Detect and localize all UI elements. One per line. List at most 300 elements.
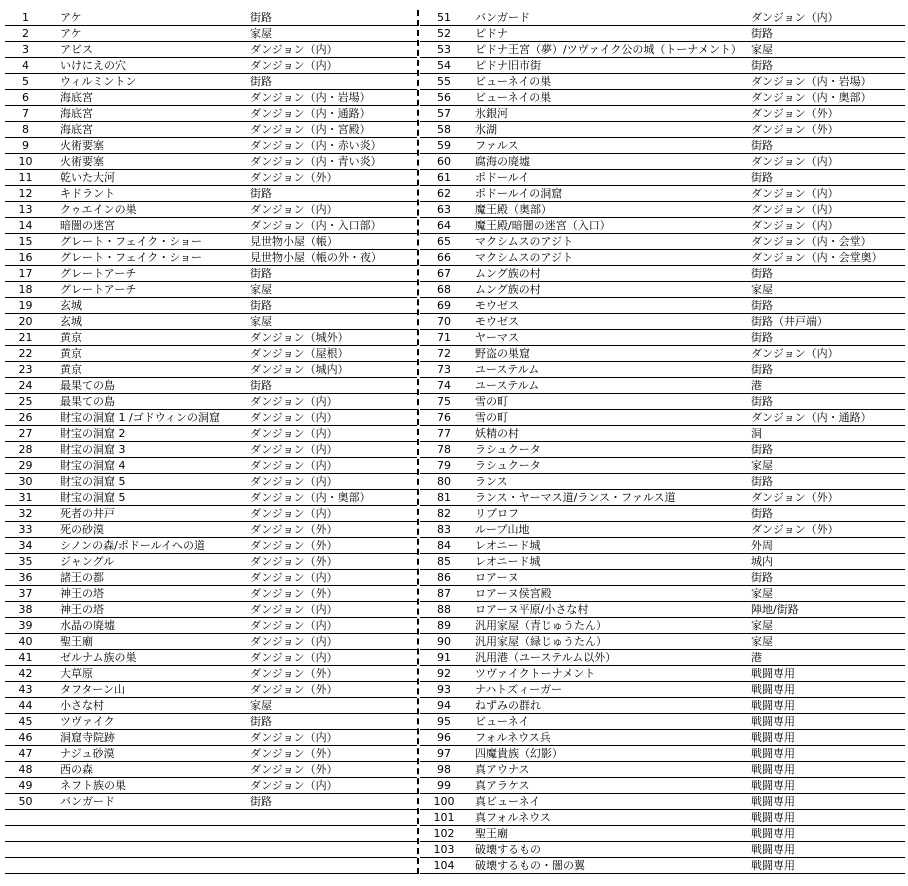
bgm-type: 街路	[250, 795, 272, 808]
table-row	[420, 458, 905, 474]
row-number: 23	[18, 363, 33, 376]
place-name: ビューネイの巣	[475, 75, 552, 88]
place-name: 水晶の廃墟	[60, 619, 115, 632]
place-name: アケ	[60, 11, 82, 24]
row-number: 39	[18, 619, 33, 632]
table-row	[420, 842, 905, 858]
table-row	[5, 410, 417, 426]
row-number: 49	[18, 779, 33, 792]
row-number: 32	[18, 507, 33, 520]
row-number: 43	[18, 683, 33, 696]
bgm-type: 家屋	[751, 635, 773, 648]
row-number: 21	[18, 331, 33, 344]
bgm-type: ダンジョン（外）	[250, 587, 338, 600]
row-number: 72	[437, 347, 451, 360]
bgm-type: ダンジョン（内・赤い炎）	[250, 139, 382, 152]
bgm-type: 家屋	[751, 619, 773, 632]
table-row	[5, 314, 417, 330]
place-name: 最果ての島	[60, 379, 115, 392]
place-name: アケ	[60, 27, 82, 40]
row-number: 55	[437, 75, 451, 88]
place-name: ユーステルム	[475, 379, 540, 392]
row-number: 15	[18, 235, 33, 248]
row-number: 82	[437, 507, 451, 520]
place-name: ポドールイの洞窟	[475, 187, 563, 200]
place-name: 火術要塞	[60, 155, 104, 168]
table-row	[420, 858, 905, 874]
table-row	[5, 714, 417, 730]
bgm-type: 外周	[751, 539, 773, 552]
place-name: 真アウナス	[475, 763, 530, 776]
place-name: シノンの森/ポドールイへの道	[60, 539, 206, 552]
bgm-type: ダンジョン（内）	[250, 651, 338, 664]
row-number: 71	[437, 331, 451, 344]
row-number: 19	[18, 299, 33, 312]
row-number: 89	[437, 619, 451, 632]
place-name: クゥエインの巣	[60, 203, 137, 216]
table-row	[420, 26, 905, 42]
table-row	[420, 106, 905, 122]
table-row	[5, 234, 417, 250]
table-row	[420, 314, 905, 330]
bgm-type: ダンジョン（城外）	[250, 331, 349, 344]
table-row	[420, 90, 905, 106]
table-row	[5, 650, 417, 666]
place-name: ムング族の村	[475, 283, 541, 296]
table-row	[5, 698, 417, 714]
bgm-type: ダンジョン（内・会堂）	[751, 235, 872, 248]
bgm-type: ダンジョン（内）	[751, 203, 839, 216]
table-row	[420, 730, 905, 746]
table-row	[5, 10, 417, 26]
bgm-type: 街路	[250, 299, 272, 312]
place-name: タフターン山	[60, 683, 126, 696]
bgm-type: 見世物小屋（帳の外・夜）	[250, 251, 382, 264]
row-number: 3	[22, 43, 29, 56]
place-name: 神王の塔	[60, 587, 104, 600]
bgm-type: ダンジョン（内）	[751, 155, 839, 168]
bgm-type: 家屋	[751, 459, 773, 472]
bgm-type: 家屋	[250, 283, 272, 296]
bgm-type: ダンジョン（内）	[250, 59, 338, 72]
bgm-type: ダンジョン（外）	[751, 491, 839, 504]
table-row	[420, 714, 905, 730]
table-row	[420, 250, 905, 266]
row-number: 68	[437, 283, 451, 296]
bgm-type: 街路	[751, 363, 773, 376]
table-row	[5, 426, 417, 442]
table-row	[5, 522, 417, 538]
place-name: 財宝の洞窟 3	[60, 443, 126, 456]
bgm-type: 街路	[250, 267, 272, 280]
table-row	[5, 826, 417, 842]
table-row	[420, 218, 905, 234]
table-row	[420, 362, 905, 378]
bgm-type: ダンジョン（外）	[250, 747, 338, 760]
table-row	[5, 26, 417, 42]
bgm-type: ダンジョン（内・通路）	[250, 107, 371, 120]
row-number: 44	[18, 699, 33, 712]
place-name: ピドナ	[475, 27, 508, 40]
bgm-type: ダンジョン（内）	[250, 475, 338, 488]
row-number: 36	[18, 571, 33, 584]
bgm-type: 街路	[751, 331, 773, 344]
place-name: ビューネイの巣	[475, 91, 552, 104]
bgm-type: ダンジョン（内・岩場）	[751, 75, 872, 88]
row-number: 99	[437, 779, 451, 792]
bgm-type: 戦闘専用	[751, 859, 795, 872]
table-row	[5, 90, 417, 106]
table-row	[5, 554, 417, 570]
bgm-type: ダンジョン（内）	[250, 459, 338, 472]
place-name: モウゼス	[475, 299, 519, 312]
bgm-type: 街路	[751, 171, 773, 184]
table-row	[420, 826, 905, 842]
table-row	[5, 746, 417, 762]
table-row	[5, 666, 417, 682]
place-name: 小さな村	[60, 699, 104, 712]
place-name: 玄城	[60, 299, 82, 312]
table-row	[420, 394, 905, 410]
bgm-type: ダンジョン（内）	[250, 427, 338, 440]
bgm-type: ダンジョン（外）	[250, 523, 338, 536]
place-name: 財宝の洞窟 4	[60, 459, 126, 472]
place-name: グレートアーチ	[60, 267, 137, 280]
bgm-type: 街路	[250, 75, 272, 88]
row-number: 16	[18, 251, 33, 264]
bgm-type: 戦闘専用	[751, 667, 795, 680]
place-name: 雪の町	[475, 395, 508, 408]
bgm-type: 街路	[250, 187, 272, 200]
row-number: 50	[18, 795, 33, 808]
row-number: 86	[437, 571, 451, 584]
row-number: 45	[18, 715, 33, 728]
bgm-type: 街路（井戸端）	[751, 315, 828, 328]
place-name: ランス・ヤーマス道/ランス・ファルス道	[475, 491, 676, 504]
row-number: 85	[437, 555, 451, 568]
table-row	[5, 490, 417, 506]
right-table	[420, 10, 905, 874]
place-name: 最果ての島	[60, 395, 115, 408]
bgm-type: 港	[751, 651, 762, 664]
table-row	[420, 586, 905, 602]
table-row	[420, 618, 905, 634]
bgm-type: 戦闘専用	[751, 827, 795, 840]
place-name: 大草原	[60, 667, 93, 680]
row-number: 76	[437, 411, 451, 424]
table-row	[5, 586, 417, 602]
place-name: 聖王廟	[475, 827, 508, 840]
table-row	[5, 154, 417, 170]
table-row	[420, 282, 905, 298]
table-row	[420, 298, 905, 314]
bgm-type: 街路	[250, 11, 272, 24]
table-row	[5, 442, 417, 458]
row-number: 93	[437, 683, 451, 696]
row-number: 10	[18, 155, 33, 168]
row-number: 4	[22, 59, 29, 72]
table-row	[420, 346, 905, 362]
table-row	[5, 602, 417, 618]
row-number: 83	[437, 523, 451, 536]
table-row	[420, 698, 905, 714]
table-row	[420, 234, 905, 250]
table-row	[5, 282, 417, 298]
bgm-type: 城内	[751, 555, 773, 568]
row-number: 42	[18, 667, 33, 680]
table-row	[420, 538, 905, 554]
row-number: 63	[437, 203, 451, 216]
place-name: ナジュ砂漠	[60, 747, 115, 760]
row-number: 102	[433, 827, 455, 840]
table-row	[5, 362, 417, 378]
bgm-type: ダンジョン（内）	[250, 731, 338, 744]
place-name: ユーステルム	[475, 363, 540, 376]
bgm-type: ダンジョン（内）	[250, 507, 338, 520]
row-number: 90	[437, 635, 451, 648]
place-name: フォルネウス兵	[475, 731, 551, 744]
bgm-type: ダンジョン（外）	[250, 539, 338, 552]
bgm-type: 戦闘専用	[751, 795, 795, 808]
bgm-type: ダンジョン（内・青い炎）	[250, 155, 382, 168]
table-row	[5, 42, 417, 58]
place-name: いけにえの穴	[60, 59, 126, 72]
table-row	[420, 170, 905, 186]
bgm-type: 洞	[751, 427, 762, 440]
row-number: 96	[437, 731, 451, 744]
table-row	[420, 202, 905, 218]
place-name: ウィルミントン	[60, 75, 137, 88]
table-row	[5, 378, 417, 394]
place-name: 暗闇の迷宮	[60, 219, 115, 232]
table-row	[420, 506, 905, 522]
place-name: 汎用家屋（緑じゅうたん）	[475, 635, 607, 648]
row-number: 38	[18, 603, 33, 616]
row-number: 57	[437, 107, 451, 120]
bgm-type: ダンジョン（内）	[250, 619, 338, 632]
table-row	[5, 74, 417, 90]
table-row	[5, 858, 417, 874]
bgm-type: ダンジョン（内）	[751, 347, 839, 360]
bgm-type: 戦闘専用	[751, 747, 795, 760]
bgm-type: ダンジョン（外）	[250, 763, 338, 776]
place-name: ムング族の村	[475, 267, 541, 280]
row-number: 14	[18, 219, 33, 232]
place-name: ランス	[475, 475, 508, 488]
place-name: 魔王殿（奥部）	[475, 203, 552, 216]
bgm-type: ダンジョン（内）	[250, 635, 338, 648]
row-number: 62	[437, 187, 451, 200]
place-name: リブロフ	[475, 507, 519, 520]
row-number: 8	[22, 123, 29, 136]
table-row	[420, 570, 905, 586]
bgm-type: 家屋	[751, 43, 773, 56]
place-name: キドラント	[60, 187, 115, 200]
table-row	[5, 730, 417, 746]
place-name: 死者の井戸	[60, 507, 115, 520]
place-name: 魔王殿/暗闇の迷宮（入口）	[475, 219, 611, 232]
table-row	[5, 682, 417, 698]
bgm-type: 街路	[751, 507, 773, 520]
bgm-type: 戦闘専用	[751, 843, 795, 856]
row-number: 34	[18, 539, 33, 552]
row-number: 54	[437, 59, 451, 72]
row-number: 65	[437, 235, 451, 248]
place-name: 海底宮	[60, 123, 93, 136]
place-name: マクシムスのアジト	[475, 251, 574, 264]
bgm-type: ダンジョン（内）	[250, 779, 338, 792]
bgm-type: 家屋	[250, 27, 272, 40]
place-name: 四魔貴族（幻影）	[475, 747, 563, 760]
row-number: 48	[18, 763, 33, 776]
table-row	[420, 522, 905, 538]
row-number: 29	[18, 459, 33, 472]
table-row	[420, 778, 905, 794]
table-row	[5, 538, 417, 554]
bgm-type: 街路	[751, 267, 773, 280]
table-row	[5, 58, 417, 74]
row-number: 37	[18, 587, 33, 600]
place-name: ラシュクータ	[475, 459, 541, 472]
row-number: 81	[437, 491, 451, 504]
bgm-type: 街路	[751, 571, 773, 584]
bgm-type: 街路	[751, 139, 773, 152]
place-name: アビス	[60, 43, 93, 56]
bgm-type: ダンジョン（外）	[250, 555, 338, 568]
place-name: ロアーヌ侯宮殿	[475, 587, 552, 600]
place-name: 腐海の廃墟	[475, 155, 530, 168]
place-name: 真アラケス	[475, 779, 530, 792]
row-number: 2	[22, 27, 29, 40]
row-number: 70	[437, 315, 451, 328]
row-number: 94	[437, 699, 451, 712]
table-row	[420, 122, 905, 138]
bgm-type: 戦闘専用	[751, 779, 795, 792]
table-row	[420, 762, 905, 778]
bgm-type: 戦闘専用	[751, 683, 795, 696]
place-name: 真ビューネイ	[475, 795, 541, 808]
row-number: 75	[437, 395, 451, 408]
row-number: 35	[18, 555, 33, 568]
table-row	[420, 634, 905, 650]
bgm-type: 戦闘専用	[751, 731, 795, 744]
bgm-type: ダンジョン（外）	[250, 667, 338, 680]
bgm-type: ダンジョン（城内）	[250, 363, 349, 376]
bgm-type: ダンジョン（内）	[250, 411, 338, 424]
bgm-type: 見世物小屋（帳）	[250, 235, 338, 248]
place-name: 破壊するもの	[475, 843, 541, 856]
row-number: 84	[437, 539, 451, 552]
bgm-type: 街路	[751, 299, 773, 312]
table-row	[420, 442, 905, 458]
table-row	[420, 10, 905, 26]
bgm-type: ダンジョン（外）	[751, 123, 839, 136]
place-name: ロアーヌ	[475, 571, 519, 584]
place-name: ファルス	[475, 139, 519, 152]
place-name: 神王の塔	[60, 603, 104, 616]
table-row	[5, 618, 417, 634]
row-number: 60	[437, 155, 451, 168]
bgm-type: ダンジョン（内・奥部）	[250, 491, 371, 504]
row-number: 12	[18, 187, 33, 200]
table-row	[420, 58, 905, 74]
bgm-type: ダンジョン（内）	[250, 603, 338, 616]
table-row	[5, 298, 417, 314]
row-number: 80	[437, 475, 451, 488]
place-name: バンガード	[475, 11, 530, 24]
row-number: 26	[18, 411, 33, 424]
row-number: 87	[437, 587, 451, 600]
row-number: 28	[18, 443, 33, 456]
row-number: 6	[22, 91, 29, 104]
table-row	[5, 394, 417, 410]
row-number: 97	[437, 747, 451, 760]
bgm-type: ダンジョン（内・入口部）	[250, 219, 382, 232]
bgm-type: ダンジョン（内）	[250, 203, 338, 216]
row-number: 25	[18, 395, 33, 408]
place-name: グレート・フェイク・ショー	[60, 251, 203, 264]
table-row	[5, 810, 417, 826]
table-row	[5, 250, 417, 266]
row-number: 66	[437, 251, 451, 264]
place-name: 黄京	[60, 331, 82, 344]
table-row	[5, 186, 417, 202]
place-name: ツヴァイクトーナメント	[475, 667, 596, 680]
table-row	[420, 426, 905, 442]
bgm-type: 戦闘専用	[751, 763, 795, 776]
bgm-type: 戦闘専用	[751, 715, 795, 728]
place-name: ねずみの群れ	[475, 699, 541, 712]
table-row	[420, 746, 905, 762]
bgm-type: 陣地/街路	[751, 603, 799, 616]
place-name: 玄城	[60, 315, 82, 328]
row-number: 47	[18, 747, 33, 760]
place-name: ロアーヌ平原/小さな村	[475, 603, 589, 616]
bgm-type: ダンジョン（外）	[250, 171, 338, 184]
table-row	[420, 490, 905, 506]
row-number: 91	[437, 651, 451, 664]
place-name: 氷銀河	[475, 107, 508, 120]
bgm-type: 港	[751, 379, 762, 392]
table-row	[420, 474, 905, 490]
table-row	[5, 330, 417, 346]
row-number: 9	[22, 139, 29, 152]
table-row	[420, 154, 905, 170]
row-number: 22	[18, 347, 33, 360]
bgm-type: ダンジョン（内・宮殿）	[250, 123, 371, 136]
row-number: 104	[433, 859, 455, 872]
row-number: 103	[433, 843, 455, 856]
bgm-type: ダンジョン（内・会堂奥）	[751, 251, 883, 264]
row-number: 20	[18, 315, 33, 328]
table-row	[420, 602, 905, 618]
table-row	[5, 458, 417, 474]
row-number: 61	[437, 171, 451, 184]
table-row	[420, 682, 905, 698]
table-row	[5, 474, 417, 490]
bgm-type: 街路	[751, 475, 773, 488]
row-number: 100	[433, 795, 455, 808]
row-number: 92	[437, 667, 451, 680]
place-name: 海底宮	[60, 91, 93, 104]
row-number: 18	[18, 283, 33, 296]
left-table	[5, 10, 417, 874]
place-name: 乾いた大河	[60, 171, 115, 184]
place-name: ラシュクータ	[475, 443, 541, 456]
row-number: 40	[18, 635, 33, 648]
table-row	[5, 138, 417, 154]
table-row	[420, 810, 905, 826]
